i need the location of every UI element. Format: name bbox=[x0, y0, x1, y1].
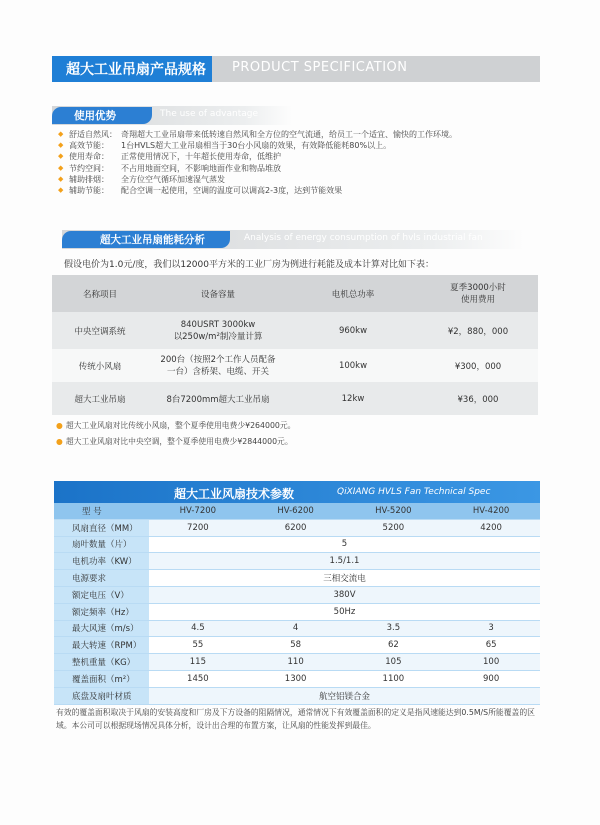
col-header-capacity: 设备容量 bbox=[148, 275, 288, 312]
bullet-icon: ◆ bbox=[58, 185, 64, 194]
list-item: ◆ 辅助节能： 配合空调一起使用，空调的温度可以调高2-3度，达到节能效果 bbox=[58, 185, 343, 195]
list-item: ◆ 节约空间： 不占用地面空间，不影响地面作业和物品堆放 bbox=[58, 163, 281, 173]
table-row: 电机功率（KW） 1.5/1.1 bbox=[54, 553, 540, 570]
bullet-icon: ● bbox=[56, 421, 63, 430]
table-row: 底盘及扇叶材质 航空铝镁合金 bbox=[54, 687, 540, 704]
table-row: 最大转速（RPM） 55 58 62 65 bbox=[54, 637, 540, 654]
energy-table bbox=[52, 275, 538, 415]
col-header-power: 电机总功率 bbox=[288, 275, 418, 312]
main-header-tab bbox=[52, 56, 212, 82]
main-header bbox=[52, 56, 540, 82]
table-row: 最大风速（m/s） 4.5 4 3.5 3 bbox=[54, 620, 540, 637]
bullet-icon: ◆ bbox=[58, 152, 64, 161]
col-header-cost: 夏季3000小时 使用费用 bbox=[418, 275, 538, 312]
spec-table bbox=[54, 503, 540, 705]
table-row: 额定频率（Hz） 50Hz bbox=[54, 603, 540, 620]
list-item: ◆ 舒适自然风： 奇翔超大工业吊扇带来低转速自然风和全方位的空气流通，给员工一个适宜、愉快的工作环境。 bbox=[58, 130, 457, 139]
spec-title-bar bbox=[54, 481, 540, 503]
spec-header-row: 型 号 HV-7200 HV-6200 HV-5200 HV-4200 bbox=[54, 503, 540, 519]
spec-title-en: QiXIANG HVLS Fan Technical Spec bbox=[337, 487, 491, 497]
table-row: 超大工业吊扇 8台7200mm超大工业吊扇 12kw ¥36，000 bbox=[52, 382, 538, 415]
list-item: ◆ 高效节能： 1台HVLS超大工业吊扇相当于30台小风扇的效果，有效降低能耗80%以上。 bbox=[58, 141, 392, 151]
list-item: ◆ 辅助排烟： 全方位空气循环加速湿气蒸发 bbox=[58, 174, 225, 184]
bullet-icon: ◆ bbox=[58, 163, 64, 172]
advantage-header bbox=[52, 106, 292, 125]
spec-title-cn: 超大工业风扇技术参数 bbox=[174, 487, 295, 501]
table-row: 风扇直径（MM） 7200 6200 5200 4200 bbox=[54, 519, 540, 536]
advantage-list bbox=[54, 129, 554, 196]
table-row: 中央空调系统 840USRT 3000kw 以250w/m²制冷量计算 960kw ¥2，880，000 bbox=[52, 312, 538, 349]
model-label: 型 号 bbox=[54, 503, 149, 519]
energy-header-pill bbox=[62, 231, 230, 248]
advantage-header-pill bbox=[52, 107, 152, 124]
table-row: 传统小风扇 200台（按照2个工作人员配备 一台）含桥架、电缆、开关 100kw ¥300，000 bbox=[52, 349, 538, 382]
main-title-en: PRODUCT SPECIFICATION bbox=[232, 60, 408, 75]
energy-header bbox=[62, 230, 524, 249]
footer-note: 有效的覆盖面积取决于风扇的安装高度和厂房及下方设备的阻隔情况，通常情况下有效覆盖面积的定义是指风速能达到0.5M/S所能覆盖的区域。本公司可以根据现场情况具体分析，设计出合理的布置方案，让风扇的性能发挥到最佳。 bbox=[56, 708, 535, 730]
table-row: 扇叶数量（片） 5 bbox=[54, 536, 540, 553]
bullet-icon: ◆ bbox=[58, 141, 64, 150]
main-title-cn: 超大工业吊扇产品规格 bbox=[66, 62, 206, 78]
bullet-icon: ◆ bbox=[58, 130, 64, 138]
table-row: 整机重量（KG） 115 110 105 100 bbox=[54, 654, 540, 671]
table-row: 额定电压（V） 380V bbox=[54, 586, 540, 603]
energy-title-cn: 超大工业吊扇能耗分析 bbox=[100, 234, 205, 246]
bullet-icon: ◆ bbox=[58, 174, 64, 183]
energy-note: ● 超大工业风扇对比中央空调，整个夏季使用电费少¥2844000元。 bbox=[56, 437, 293, 446]
col-header-name: 名称项目 bbox=[52, 275, 148, 312]
table-row: 覆盖面积（m²） 1450 1300 1100 900 bbox=[54, 670, 540, 687]
advantage-title-cn: 使用优势 bbox=[74, 110, 116, 122]
table-header-row bbox=[52, 275, 538, 312]
energy-note: ● 超大工业风扇对比传统小风扇，整个夏季使用电费少¥264000元。 bbox=[56, 421, 296, 430]
advantage-title-en: The use of advantage bbox=[160, 109, 258, 119]
energy-title-en: Analysis of energy consumption of hvls industrial fan bbox=[244, 233, 483, 243]
list-item: ◆ 使用寿命： 正常使用情况下，十年超长使用寿命，低维护 bbox=[58, 152, 281, 162]
energy-intro: 假设电价为1.0元/度，我们以12000平方米的工业厂房为例进行耗能及成本计算对比如下表： bbox=[64, 260, 434, 270]
table-row: 电源要求 三相交流电 bbox=[54, 570, 540, 587]
bullet-icon: ● bbox=[56, 437, 63, 446]
